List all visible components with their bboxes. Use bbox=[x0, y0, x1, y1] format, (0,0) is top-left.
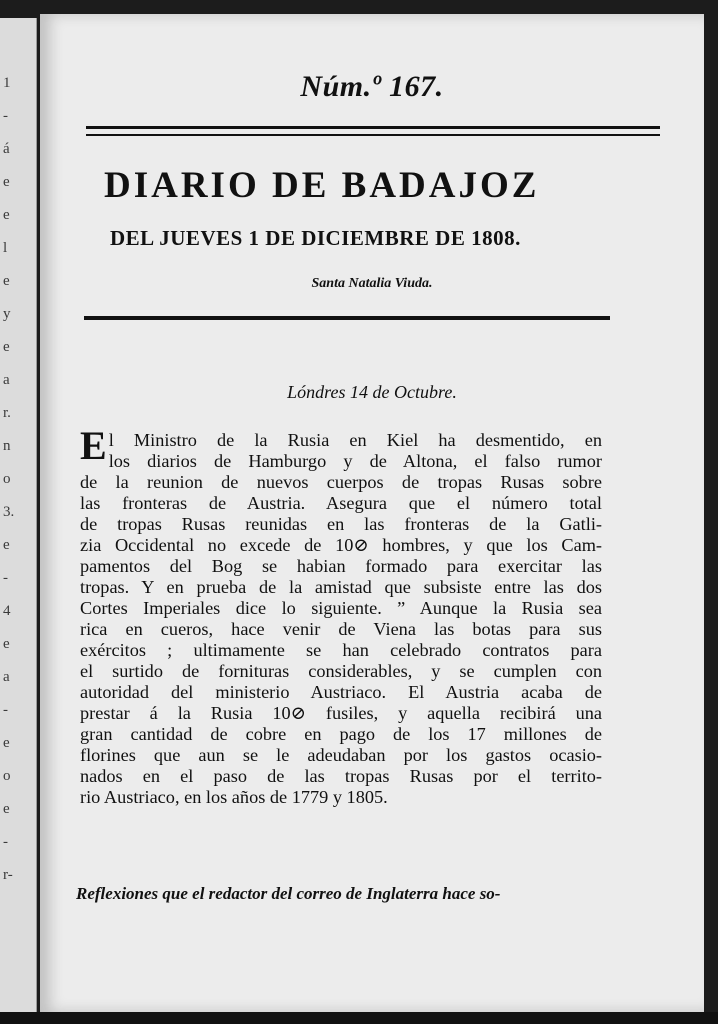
article-line: zia Occidental no excede de 10⊘ hombres, y que los Cam- bbox=[80, 535, 602, 555]
left-page-fragment: e bbox=[3, 273, 10, 289]
top-rule-thin bbox=[86, 134, 660, 136]
left-page-fragment: 4 bbox=[3, 603, 11, 619]
scan-bottom-edge bbox=[0, 1012, 718, 1024]
article-line: exércitos ; ultimamente se han celebrado contratos para bbox=[80, 640, 602, 660]
article-line: l Ministro de la Rusia en Kiel ha desmentido, en bbox=[108, 430, 602, 450]
article-line: de tropas Rusas reunidas en las fronteras de la Gatli- bbox=[80, 514, 602, 534]
article-line: las fronteras de Austria. Asegura que el número total bbox=[80, 493, 602, 513]
article-line: nados en el paso de las tropas Rusas por el territo- bbox=[80, 766, 602, 786]
left-page-fragment: e bbox=[3, 636, 10, 652]
left-page-fragment: - bbox=[3, 834, 8, 850]
article-line: rica en cueros, hace venir de Viena las botas para sus bbox=[80, 619, 602, 639]
left-page-fragment: a bbox=[3, 669, 10, 685]
left-page-fragment: y bbox=[3, 306, 11, 322]
issue-number: Núm.º 167. bbox=[300, 70, 444, 103]
left-page-fragment: o bbox=[3, 471, 11, 487]
article-line: prestar á la Rusia 10⊘ fusiles, y aquella recibirá una bbox=[80, 703, 602, 723]
left-page-fragment: e bbox=[3, 801, 10, 817]
saint-of-day: Santa Natalia Viuda. bbox=[311, 276, 433, 291]
article-line: los diarios de Hamburgo y de Altona, el falso rumor bbox=[108, 451, 602, 471]
left-page-fragment: 1 bbox=[3, 75, 11, 91]
left-page-fragment: o bbox=[3, 768, 11, 784]
left-page-edge bbox=[0, 18, 37, 1012]
left-page-fragment: a bbox=[3, 372, 10, 388]
article-line: Cortes Imperiales dice lo siguiente. ” Aunque la Rusia sea bbox=[80, 598, 602, 618]
newspaper-title: DIARIO DE BADAJOZ bbox=[104, 165, 540, 206]
left-page-fragment: - bbox=[3, 570, 8, 586]
left-page-fragment: e bbox=[3, 339, 10, 355]
article-body bbox=[80, 423, 602, 808]
left-page-fragment: e bbox=[3, 174, 10, 190]
article-line: rio Austriaco, en los años de 1779 y 1805. bbox=[80, 787, 388, 807]
article-line: el surtido de fornituras considerables, y se cumplen con bbox=[80, 661, 602, 681]
dateline-place: Lóndres 14 de Octubre. bbox=[287, 382, 457, 402]
left-page-fragment: r. bbox=[3, 405, 11, 421]
article-line: autoridad del ministerio Austriaco. El Austria acaba de bbox=[80, 682, 602, 702]
left-page-fragment: á bbox=[3, 141, 10, 157]
left-page-fragment: n bbox=[3, 438, 11, 454]
left-page-fragment: l bbox=[3, 240, 8, 256]
article-line: pamentos del Bog se habian formado para exercitar las bbox=[80, 556, 602, 576]
left-page-fragment: 3. bbox=[3, 504, 15, 520]
left-page-fragment: - bbox=[3, 108, 8, 124]
article-line: florines que aun se le adeudaban por los gastos ocasio- bbox=[80, 745, 602, 765]
left-page-fragment: e bbox=[3, 207, 10, 223]
left-page-fragment: e bbox=[3, 735, 10, 751]
article-line: gran cantidad de cobre en pago de los 17 millones de bbox=[80, 724, 602, 744]
drop-cap: E bbox=[80, 423, 107, 468]
newspaper-page bbox=[40, 14, 704, 1012]
catchline: Reflexiones que el redactor del correo de Inglaterra hace so- bbox=[76, 884, 501, 903]
article-line: de la reunion de nuevos cuerpos de tropas Rusas sobre bbox=[80, 472, 602, 492]
header-bottom-rule bbox=[84, 316, 610, 320]
left-page-fragment: e bbox=[3, 537, 10, 553]
top-rule bbox=[86, 126, 660, 129]
left-page-fragment: - bbox=[3, 702, 8, 718]
issue-date: DEL JUEVES 1 DE DICIEMBRE DE 1808. bbox=[110, 226, 521, 250]
article-line: tropas. Y en prueba de la amistad que subsiste entre las dos bbox=[80, 577, 602, 597]
left-page-fragment: r- bbox=[3, 867, 13, 883]
